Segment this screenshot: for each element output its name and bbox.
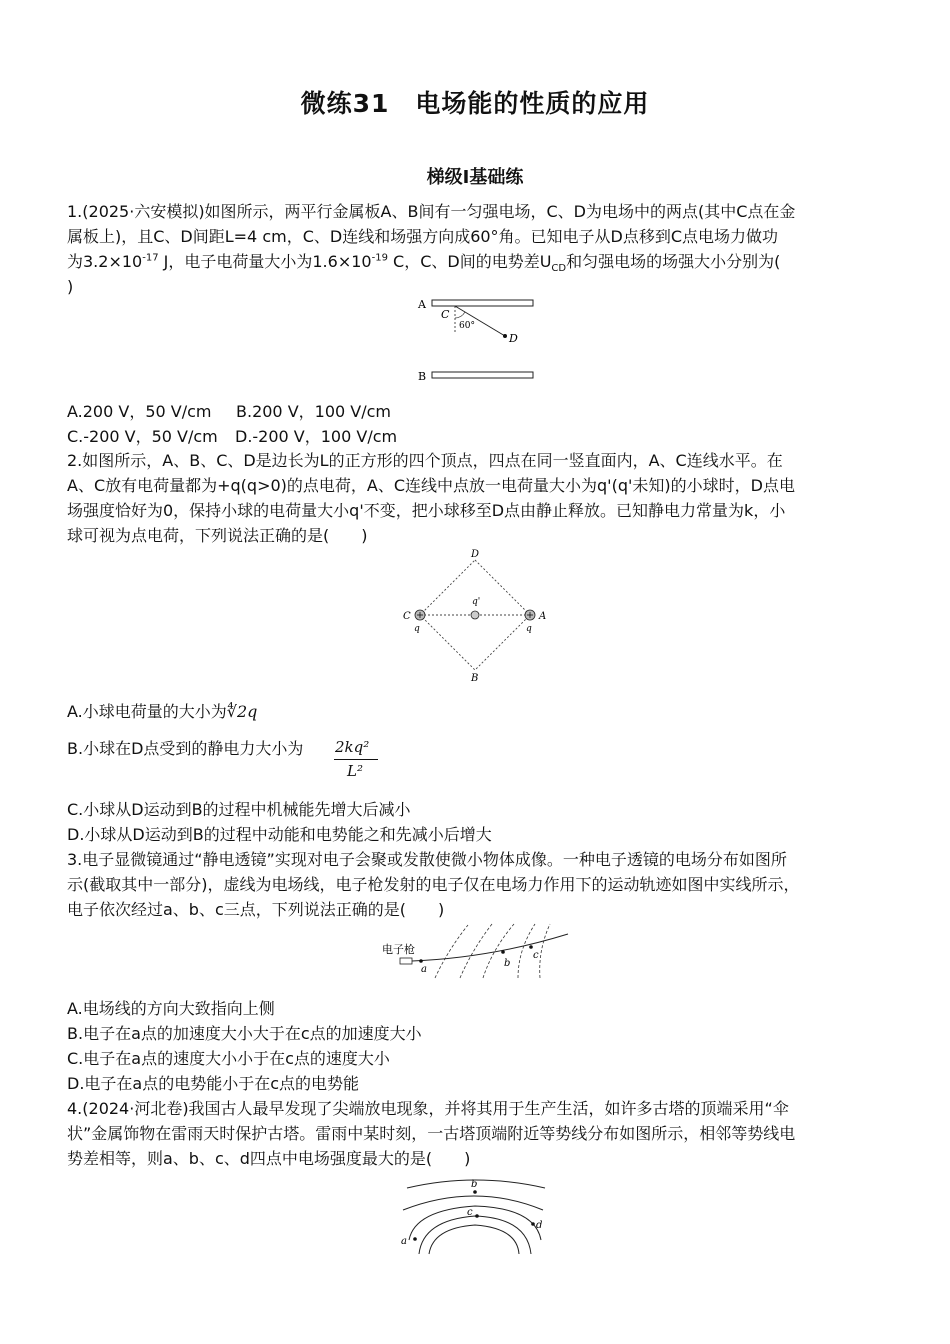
point-c-label: c [467,1207,473,1218]
q3-line-3: 电子依次经过a、b、c三点，下列说法正确的是( ) [67,900,445,919]
q2-figure [395,545,555,685]
q1-option-c: C.-200 V，50 V/cm [67,427,218,446]
point-d-label: d [536,1220,543,1231]
point-a-label: a [401,1236,407,1247]
section-heading: 梯级Ⅰ基础练 [426,167,524,188]
q1-option-b: B.200 V，100 V/cm [236,402,391,421]
electron-gun-label: 电子枪 [382,943,415,956]
q1-line-3: 为$3.2\times 10^{-17}$ J，电子电荷量大小为$1.6\times 10^{-19}$ C，C、D间的电势差$U_{CD}$和匀强电场的场强大小分别为( [67,252,781,275]
q3-line-2: 示(截取其中一部分)，虚线为电场线，电子枪发射的电子仅在电场力作用下的运动轨迹如图中实线所示， [67,875,800,894]
vertex-D-label: D [471,549,480,560]
plate-A-label: A [418,298,426,311]
page-title: 微练31 电场能的性质的应用 [300,89,650,118]
question-3 [67,847,882,922]
q1-option-d: D.-200 V，100 V/cm [235,427,398,446]
q4-line-2: 状”金属饰物在雷雨天时保护古塔。雷雨中某时刻，一古塔顶端附近等势线分布如图所示，相邻等势线电 [67,1124,796,1143]
q1-line-4: ) [67,277,74,296]
vertex-C-label: C [403,611,411,622]
q2-line-2: A、C放有电荷量都为+q(q>0)的点电荷，A、C连线中点放一电荷量大小为q'(q'未知)的小球时，D点电 [67,476,795,495]
ball-charge-label: q' [472,597,481,607]
q3-option-b: B.电子在a点的加速度大小大于在c点的加速度大小 [67,1024,422,1043]
question-4 [67,1096,882,1171]
charge-C-label: q [414,624,420,634]
point-b-label: b [504,958,511,969]
q2-fraction-bar [334,759,378,760]
q3-option-c: C.电子在a点的速度大小小于在c点的速度大小 [67,1049,390,1068]
q3-line-1: 3.电子显微镜通过“静电透镜”实现对电子会聚或发散使微小物体成像。一种电子透镜的电场分布如图所 [67,850,787,869]
q2-line-3: 场强度恰好为0，保持小球的电荷量大小q'不变，把小球移至D点由静止释放。已知静电力常量为k，小 [67,501,786,520]
q2-option-b: B.小球在D点受到的静电力大小为 [67,739,304,758]
q1-figure [410,292,545,384]
q2-option-d: D.小球从D运动到B的过程中动能和电势能之和先减小后增大 [67,825,492,844]
q3-figure [380,920,575,980]
q2-line-4: 球可视为点电荷，下列说法正确的是( ) [67,526,368,545]
q3-option-d: D.电子在a点的电势能小于在c点的电势能 [67,1074,360,1093]
point-C-label: C [441,308,450,321]
vertex-B-label: B [471,673,479,684]
point-D-label: D [509,332,518,345]
q1-line-2: 属板上)，且C、D间距L=4 cm，C、D连线和场强方向成60°角。已知电子从D点移到C点电场力做功 [67,227,779,246]
plate-B-label: B [418,370,427,383]
q4-line-1: 4.(2024·河北卷)我国古人最早发现了尖端放电现象，并将其用于生产生活，如许多古塔的顶端采用“伞 [67,1099,789,1118]
q4-line-3: 势差相等，则a、b、c、d四点中电场强度最大的是( ) [67,1149,471,1168]
q1-option-a: A.200 V，50 V/cm [67,402,212,421]
q2-option-a: A.小球电荷量的大小为∜2q [67,702,258,721]
vertex-A-label: A [539,611,547,622]
charge-A-label: q [526,624,532,634]
question-1 [67,199,882,299]
q1-line-1: 1.(2025·六安模拟)如图所示，两平行金属板A、B间有一匀强电场，C、D为电场中的两点(其中C点在金 [67,202,796,221]
q4-figure [395,1170,555,1256]
point-a-label: a [421,964,427,975]
q2-line-1: 2.如图所示，A、B、C、D是边长为L的正方形的四个顶点，四点在同一竖直面内，A、C连线水平。在 [67,451,783,470]
point-b-label: b [471,1179,478,1190]
q2-option-b-denominator: L² [347,762,363,780]
angle-label: 60° [459,321,475,331]
q2-option-c: C.小球从D运动到B的过程中机械能先增大后减小 [67,800,411,819]
q2-option-b-numerator: 2kq² [335,738,370,756]
question-2 [67,448,882,548]
q3-option-a: A.电场线的方向大致指向上侧 [67,999,275,1018]
point-c-label: c [533,950,539,961]
